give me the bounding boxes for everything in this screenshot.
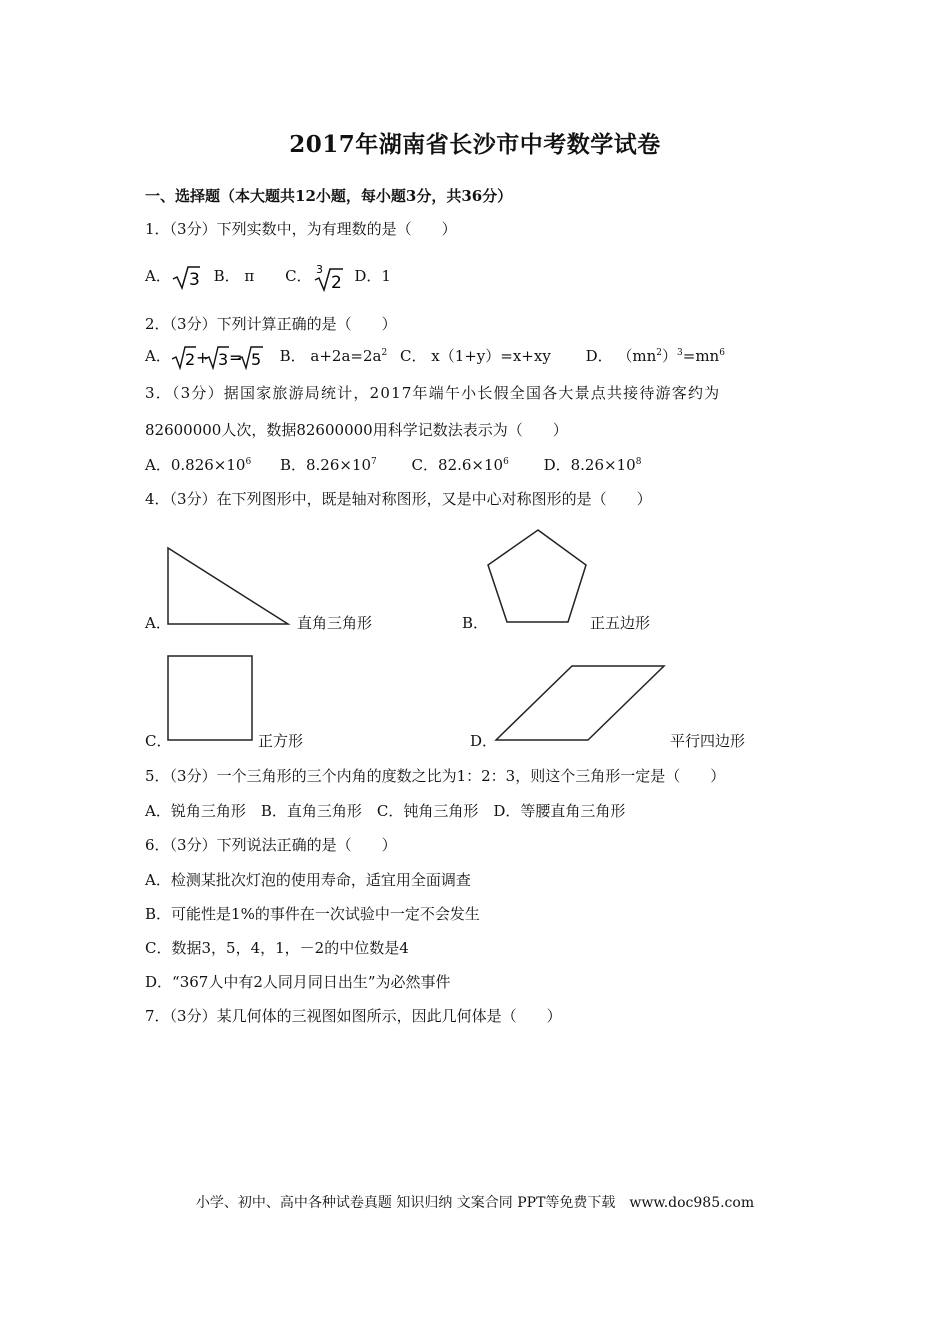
q1-c-radicand: 2 [330, 273, 342, 292]
q1-option-d: D．1 [354, 267, 391, 285]
q2-d-pre: D． （mn [585, 347, 657, 365]
q4-option-c-label: C． [145, 732, 172, 750]
square-figure [168, 656, 252, 740]
q1-option-b: B． π [213, 267, 255, 285]
q1-option-c-label: C． [285, 267, 312, 285]
q2-d-post: =mn [682, 347, 720, 365]
q6-option-c: C．数据3，5，4，1，－2的中位数是4 [145, 939, 409, 957]
q3-b-sup: 7 [371, 457, 377, 467]
q3-d-text: D．8.26×10 [543, 456, 636, 474]
q1-a-radicand: 3 [188, 270, 200, 290]
q2-a-radicand-1: 2 [184, 350, 196, 369]
q3-b-text: B．8.26×10 [279, 456, 372, 474]
q2-b-text: B． a+2a=2a [279, 347, 382, 365]
q6-option-d: D．“367人中有2人同月同日出生”为必然事件 [145, 973, 451, 991]
q2-option-a-label: A． [145, 347, 171, 365]
q3-a-text: A．0.826×10 [145, 456, 246, 474]
q2-option-c: C． x（1+y）=x+xy [399, 347, 551, 365]
question-4-stem: 4．（3分）在下列图形中，既是轴对称图形，又是中心对称图形的是（ ） [145, 490, 652, 508]
question-5-options: A．锐角三角形 B．直角三角形 C．钝角三角形 D．等腰直角三角形 [145, 802, 626, 820]
q4-option-a-label: A． [145, 614, 171, 632]
section-heading: 一、选择题（本大题共12小题，每小题3分，共36分） [145, 187, 513, 205]
question-3-line-1: 3．（3分）据国家旅游局统计，2017年端午小长假全国各大景点共接待游客约为 [145, 384, 721, 402]
q4-option-a-name: 直角三角形 [297, 614, 373, 632]
question-6-stem: 6．（3分）下列说法正确的是（ ） [145, 836, 397, 854]
question-3-line-2: 82600000人次，数据82600000用科学记数法表示为（ ） [145, 421, 568, 439]
q3-c-sup: 6 [503, 457, 509, 467]
q2-a-plus: + [195, 348, 210, 367]
q3-c-text: C．82.6×10 [411, 456, 504, 474]
q4-option-b-name: 正五边形 [590, 614, 651, 632]
question-1-stem: 1．（3分）下列实数中，为有理数的是（ ） [145, 220, 457, 238]
q6-option-a: A．检测某批次灯泡的使用寿命，适宜用全面调查 [145, 871, 471, 889]
q1-c-index: 3 [315, 263, 323, 276]
q2-d-sup1: 2 [656, 348, 663, 358]
question-7-stem: 7．（3分）某几何体的三视图如图所示，因此几何体是（ ） [145, 1007, 562, 1025]
q2-d-sup2: 3 [677, 348, 683, 358]
q2-d-mid: ） [662, 347, 678, 365]
question-2-stem: 2．（3分）下列计算正确的是（ ） [145, 315, 397, 333]
right-triangle-figure [168, 548, 288, 624]
regular-pentagon-figure [488, 530, 586, 622]
question-5-stem: 5．（3分）一个三角形的三个内角的度数之比为1：2：3，则这个三角形一定是（ ） [145, 767, 726, 785]
q6-option-b: B．可能性是1%的事件在一次试验中一定不会发生 [145, 905, 480, 923]
page-title: 2017年湖南省长沙市中考数学试卷 [289, 131, 661, 158]
q3-a-sup: 6 [245, 457, 252, 467]
q2-a-equals: = [228, 348, 243, 367]
parallelogram-figure [496, 666, 664, 740]
q4-option-d-name: 平行四边形 [670, 732, 746, 750]
q4-option-c-name: 正方形 [258, 732, 304, 750]
q4-option-d-label: D． [470, 732, 498, 750]
page-footer: 小学、初中、高中各种试卷真题 知识归纳 文案合同 PPT等免费下载 www.doc985.com [195, 1195, 755, 1211]
q2-a-radicand-3: 5 [250, 350, 262, 369]
q4-option-b-label: B． [462, 614, 489, 632]
q2-d-sup3: 6 [719, 348, 725, 358]
q3-d-sup: 8 [635, 457, 642, 467]
q2-b-sup: 2 [381, 348, 388, 358]
q1-option-a-label: A． [145, 267, 171, 285]
q2-a-radicand-2: 3 [217, 350, 229, 369]
